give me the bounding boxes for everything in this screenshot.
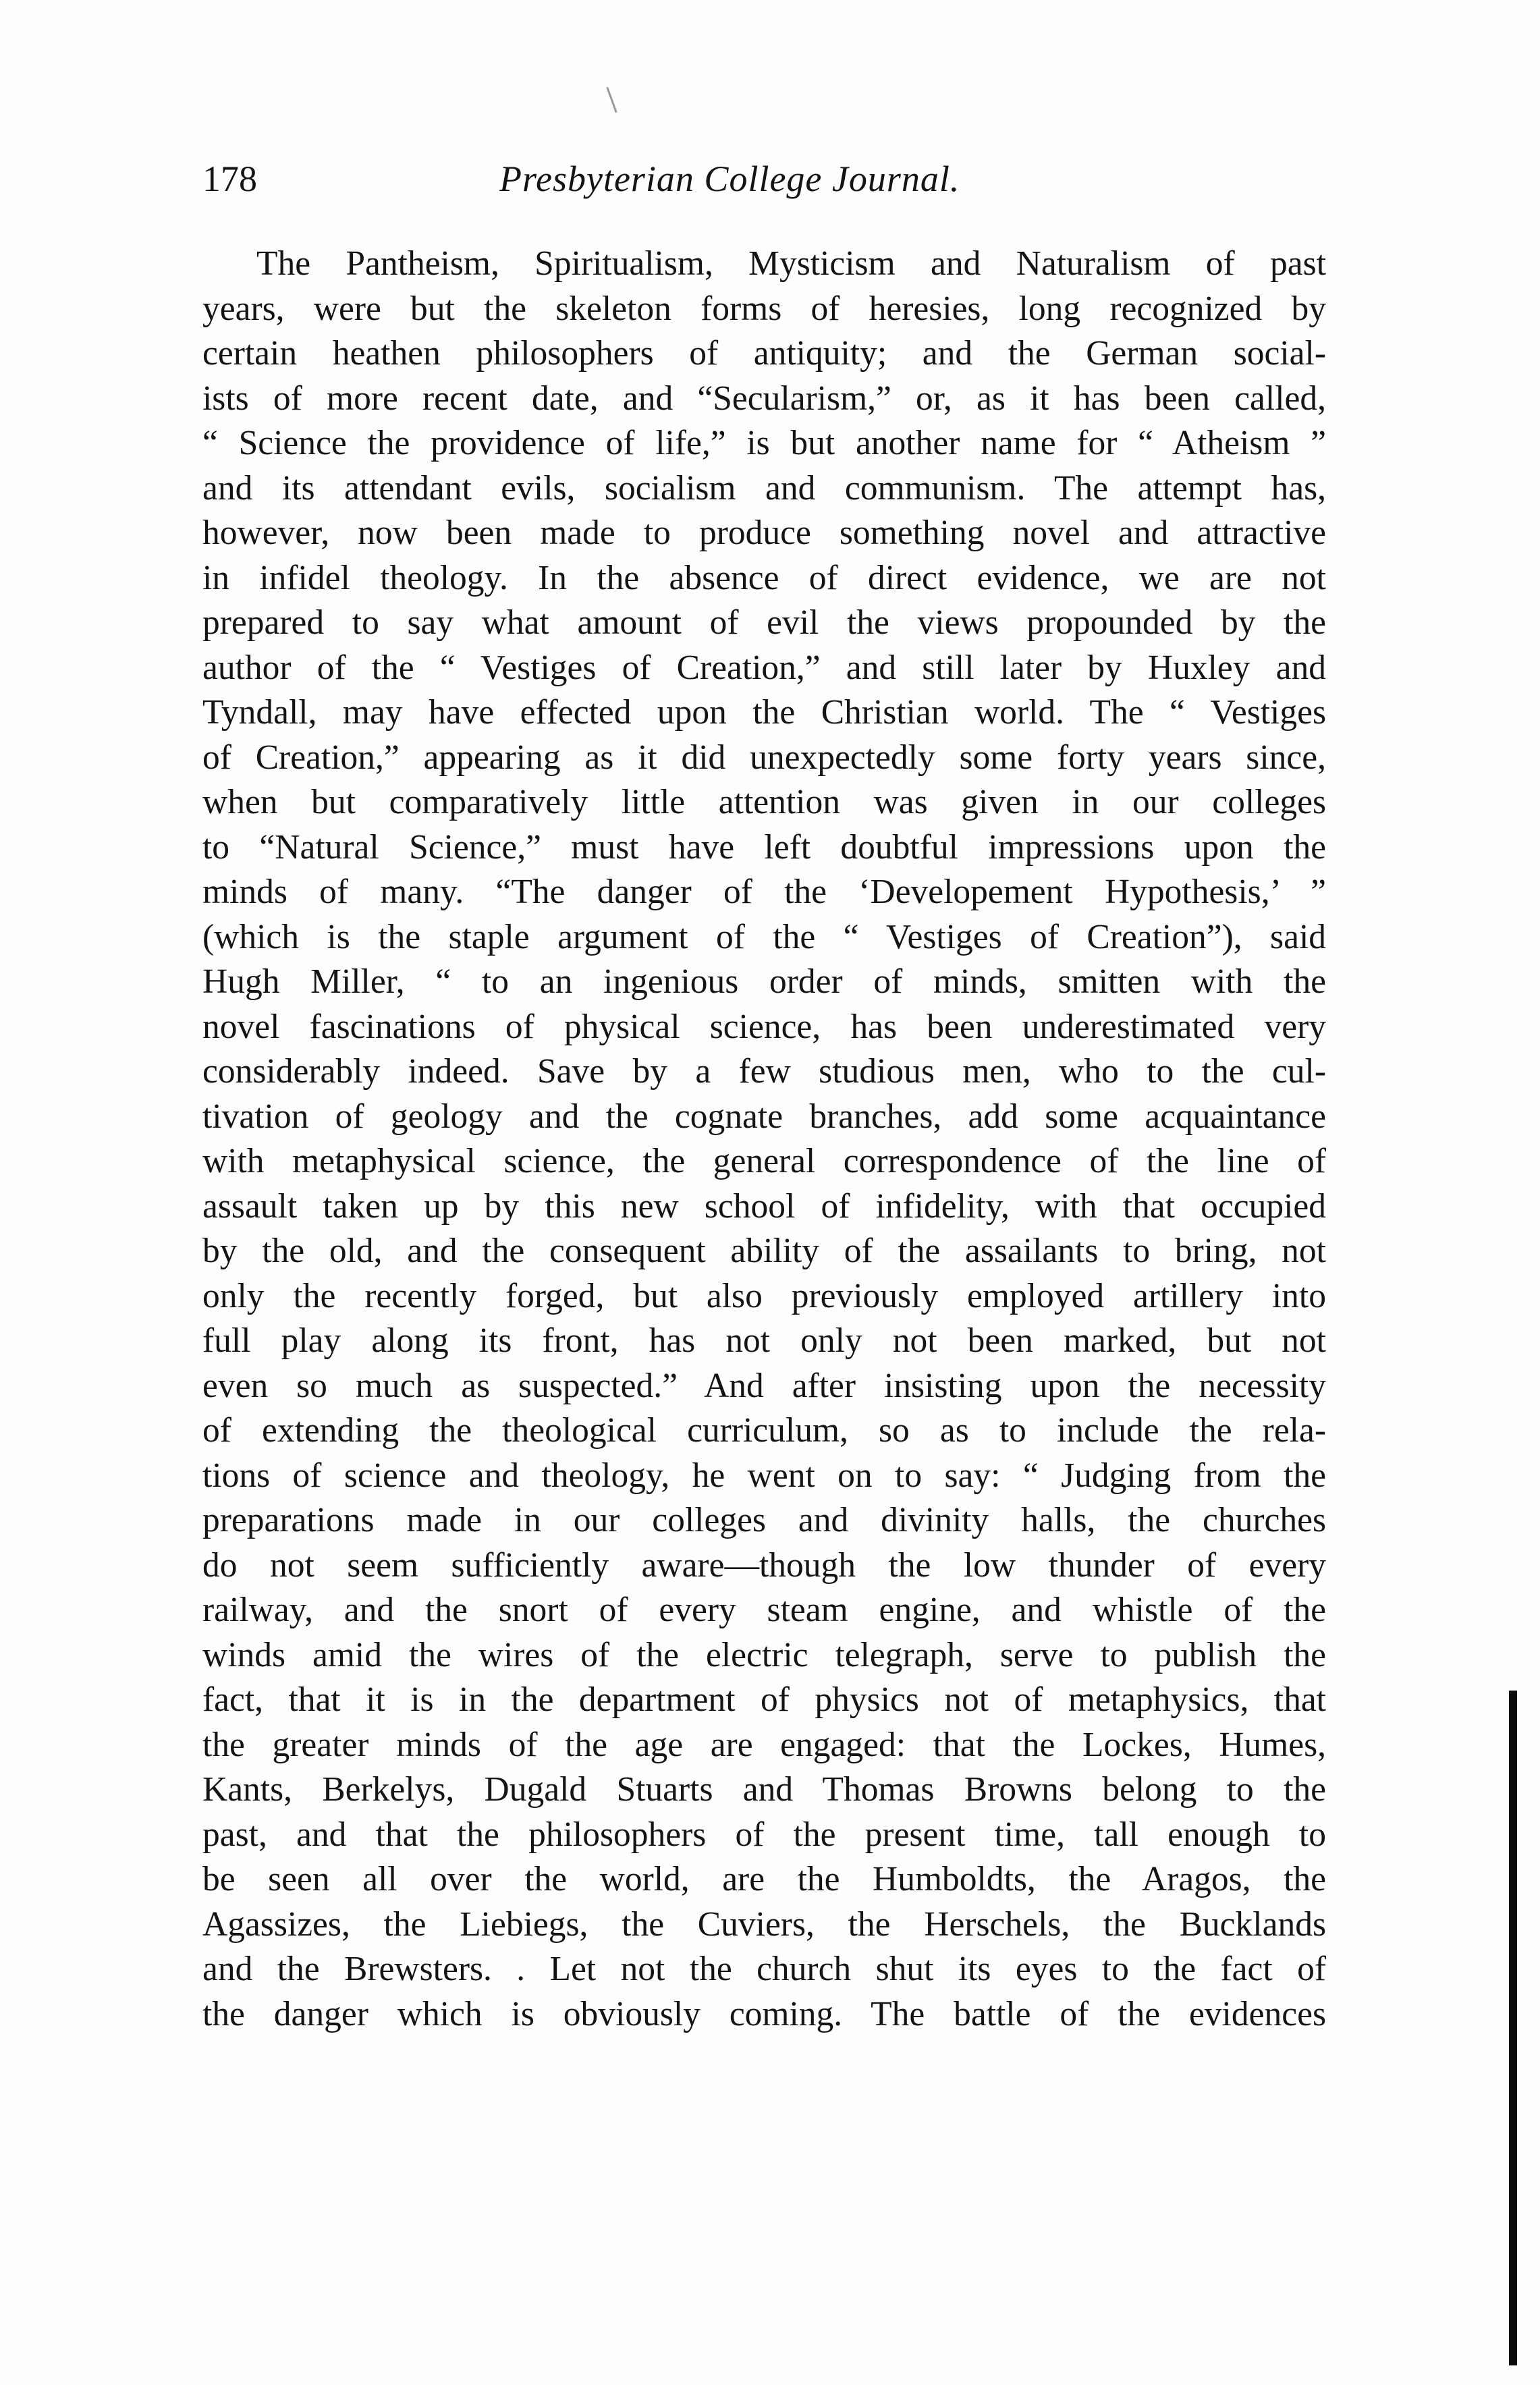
text-line: Agassizes, the Liebiegs, the Cuviers, the Herschels, the Bucklands (202, 1904, 1326, 1944)
body-paragraph (202, 242, 1326, 2037)
text-line: and the Brewsters. . Let not the church shut its eyes to the fact of (202, 1950, 1326, 1988)
text-line: “ Science the providence of life,” is but another name for “ Atheism ” (202, 424, 1326, 462)
text-line: Kants, Berkelys, Dugald Stuarts and Thomas Browns belong to the (202, 1770, 1326, 1809)
text-line: novel fascinations of physical science, has been underestimated very (202, 1007, 1326, 1046)
text-line: of extending the theological curriculum, so as to include the rela- (202, 1411, 1326, 1450)
text-line: do not seem sufficiently aware—though the low thunder of every (202, 1545, 1326, 1585)
text-line: Tyndall, may have effected upon the Christian world. The “ Vestiges (202, 693, 1326, 732)
text-line: considerably indeed. Save by a few studious men, who to the cul- (202, 1052, 1326, 1091)
text-line: author of the “ Vestiges of Creation,” and still later by Huxley and (202, 648, 1326, 687)
scan-edge-bar (1509, 1691, 1517, 2365)
text-line: certain heathen philosophers of antiquity; and the German social- (202, 334, 1326, 373)
text-line: in infidel theology. In the absence of direct evidence, we are not (202, 558, 1326, 597)
text-line: only the recently forged, but also previously employed artillery into (202, 1276, 1326, 1315)
scan-speck (606, 87, 617, 113)
text-line: when but comparatively little attention was given in our colleges (202, 783, 1326, 821)
page-header (202, 152, 1326, 206)
text-line: tions of science and theology, he went on to say: “ Judging from the (202, 1456, 1326, 1495)
text-line: minds of many. “The danger of the ‘Developement Hypothesis,’ ” (202, 873, 1326, 911)
text-line: the greater minds of the age are engaged: that the Lockes, Humes, (202, 1725, 1326, 1764)
text-line: the danger which is obviously coming. The battle of the evidences (202, 1994, 1326, 2033)
text-line: by the old, and the consequent ability of the assailants to bring, not (202, 1232, 1326, 1270)
text-line: (which is the staple argument of the “ Vestiges of Creation”), said (202, 917, 1326, 956)
text-line: to “Natural Science,” must have left doubtful impressions upon the (202, 827, 1326, 867)
text-line: prepared to say what amount of evil the views propounded by the (202, 603, 1326, 642)
text-line: preparations made in our colleges and divinity halls, the churches (202, 1501, 1326, 1539)
text-line: past, and that the philosophers of the present time, tall enough to (202, 1815, 1326, 1854)
text-line: even so much as suspected.” And after insisting upon the necessity (202, 1366, 1326, 1405)
text-line: tivation of geology and the cognate branches, add some acquaintance (202, 1097, 1326, 1136)
text-line: railway, and the snort of every steam engine, and whistle of the (202, 1591, 1326, 1629)
text-line: fact, that it is in the department of physics not of metaphysics, that (202, 1680, 1326, 1719)
running-title: Presbyterian College Journal. (499, 159, 960, 199)
text-line: winds amid the wires of the electric telegraph, serve to publish the (202, 1635, 1326, 1674)
text-line: full play along its front, has not only not been marked, but not (202, 1321, 1326, 1360)
text-line: years, were but the skeleton forms of heresies, long recognized by (202, 289, 1326, 328)
text-line: Hugh Miller, “ to an ingenious order of minds, smitten with the (202, 962, 1326, 1001)
text-line: of Creation,” appearing as it did unexpectedly some forty years since, (202, 738, 1326, 777)
text-line: ists of more recent date, and “Secularism,” or, as it has been called, (202, 379, 1326, 418)
text-line: however, now been made to produce something novel and attractive (202, 514, 1326, 552)
text-line: with metaphysical science, the general correspondence of the line of (202, 1142, 1326, 1180)
text-line: The Pantheism, Spiritualism, Mysticism and Naturalism of past (256, 244, 1326, 283)
text-line: assault taken up by this new school of infidelity, with that occupied (202, 1186, 1326, 1226)
text-line: be seen all over the world, are the Humboldts, the Aragos, the (202, 1860, 1326, 1898)
page-number: 178 (202, 159, 257, 199)
text-line: and its attendant evils, socialism and communism. The attempt has, (202, 468, 1326, 508)
